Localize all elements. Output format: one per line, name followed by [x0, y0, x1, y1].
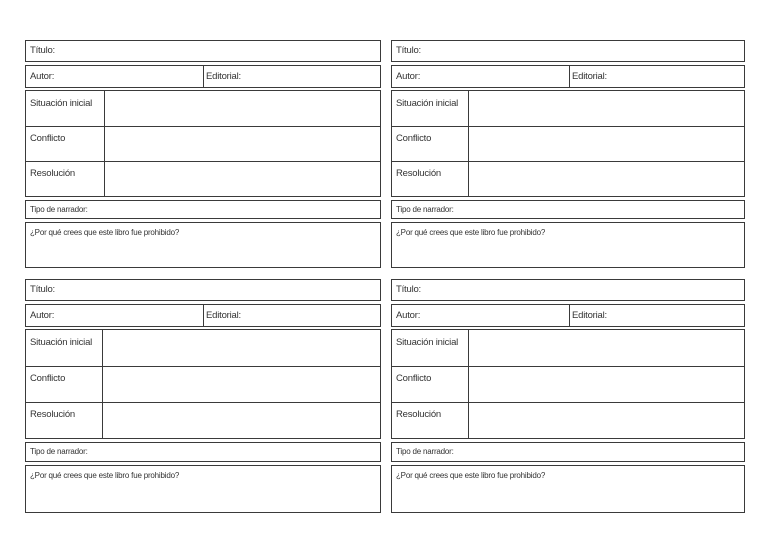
author-label: Autor: — [30, 71, 55, 82]
author-publisher-row — [391, 304, 745, 327]
conflict-input[interactable] — [470, 367, 743, 401]
situation-input[interactable] — [104, 331, 379, 365]
resolution-label: Resolución — [30, 409, 75, 420]
resolution-label: Resolución — [396, 409, 441, 420]
publisher-input[interactable] — [253, 66, 378, 87]
author-input[interactable] — [66, 305, 201, 326]
title-label: Título: — [396, 284, 421, 295]
question-field[interactable] — [391, 465, 745, 513]
grid-column-divider — [102, 330, 103, 438]
narrator-label: Tipo de narrador: — [396, 447, 454, 456]
author-publisher-row — [391, 65, 745, 88]
resolution-input[interactable] — [104, 403, 379, 437]
title-field[interactable] — [391, 40, 745, 62]
author-label: Autor: — [396, 310, 421, 321]
title-field[interactable] — [25, 40, 381, 62]
resolution-input[interactable] — [470, 162, 743, 195]
conflict-label: Conflicto — [30, 373, 66, 384]
publisher-label: Editorial: — [206, 310, 241, 321]
author-publisher-row — [25, 65, 381, 88]
story-structure-grid — [25, 329, 381, 439]
publisher-label: Editorial: — [572, 310, 607, 321]
resolution-label: Resolución — [30, 168, 75, 179]
situation-input[interactable] — [470, 331, 743, 365]
conflict-label: Conflicto — [30, 133, 66, 144]
conflict-input[interactable] — [104, 367, 379, 401]
publisher-label: Editorial: — [572, 71, 607, 82]
conflict-label: Conflicto — [396, 133, 432, 144]
question-label: ¿Por qué crees que este libro fue prohibido? — [30, 228, 180, 237]
author-label: Autor: — [396, 71, 421, 82]
title-label: Título: — [30, 284, 55, 295]
conflict-input[interactable] — [470, 127, 743, 160]
situation-label: Situación inicial — [30, 337, 93, 348]
book-card-top-right — [391, 40, 745, 268]
resolution-label: Resolución — [396, 168, 441, 179]
author-divider — [203, 66, 204, 87]
title-field[interactable] — [25, 279, 381, 301]
author-input[interactable] — [66, 66, 201, 87]
situation-input[interactable] — [470, 92, 743, 125]
resolution-input[interactable] — [106, 162, 379, 195]
title-label: Título: — [30, 45, 55, 56]
author-label: Autor: — [30, 310, 55, 321]
question-label: ¿Por qué crees que este libro fue prohibido? — [30, 471, 180, 480]
publisher-input[interactable] — [619, 305, 742, 326]
narrator-label: Tipo de narrador: — [30, 447, 88, 456]
conflict-label: Conflicto — [396, 373, 432, 384]
situation-label: Situación inicial — [396, 337, 459, 348]
story-structure-grid — [391, 90, 745, 197]
author-divider — [203, 305, 204, 326]
author-input[interactable] — [432, 66, 567, 87]
narrator-label: Tipo de narrador: — [396, 205, 454, 214]
publisher-input[interactable] — [253, 305, 378, 326]
question-field[interactable] — [391, 222, 745, 268]
author-input[interactable] — [432, 305, 567, 326]
story-structure-grid — [391, 329, 745, 439]
grid-column-divider — [468, 91, 469, 196]
narrator-field[interactable] — [391, 442, 745, 462]
situation-label: Situación inicial — [396, 98, 459, 109]
narrator-field[interactable] — [25, 442, 381, 462]
situation-input[interactable] — [106, 92, 379, 125]
title-label: Título: — [396, 45, 421, 56]
author-divider — [569, 305, 570, 326]
resolution-input[interactable] — [470, 403, 743, 437]
publisher-input[interactable] — [619, 66, 742, 87]
narrator-field[interactable] — [391, 200, 745, 219]
situation-label: Situación inicial — [30, 98, 93, 109]
publisher-label: Editorial: — [206, 71, 241, 82]
grid-column-divider — [468, 330, 469, 438]
grid-column-divider — [104, 91, 105, 196]
question-label: ¿Por qué crees que este libro fue prohibido? — [396, 228, 546, 237]
question-label: ¿Por qué crees que este libro fue prohibido? — [396, 471, 546, 480]
author-divider — [569, 66, 570, 87]
book-card-bottom-left — [25, 279, 381, 514]
question-field[interactable] — [25, 222, 381, 268]
story-structure-grid — [25, 90, 381, 197]
narrator-label: Tipo de narrador: — [30, 205, 88, 214]
narrator-field[interactable] — [25, 200, 381, 219]
question-field[interactable] — [25, 465, 381, 513]
book-card-top-left — [25, 40, 381, 268]
conflict-input[interactable] — [106, 127, 379, 160]
author-publisher-row — [25, 304, 381, 327]
title-field[interactable] — [391, 279, 745, 301]
book-card-bottom-right — [391, 279, 745, 514]
